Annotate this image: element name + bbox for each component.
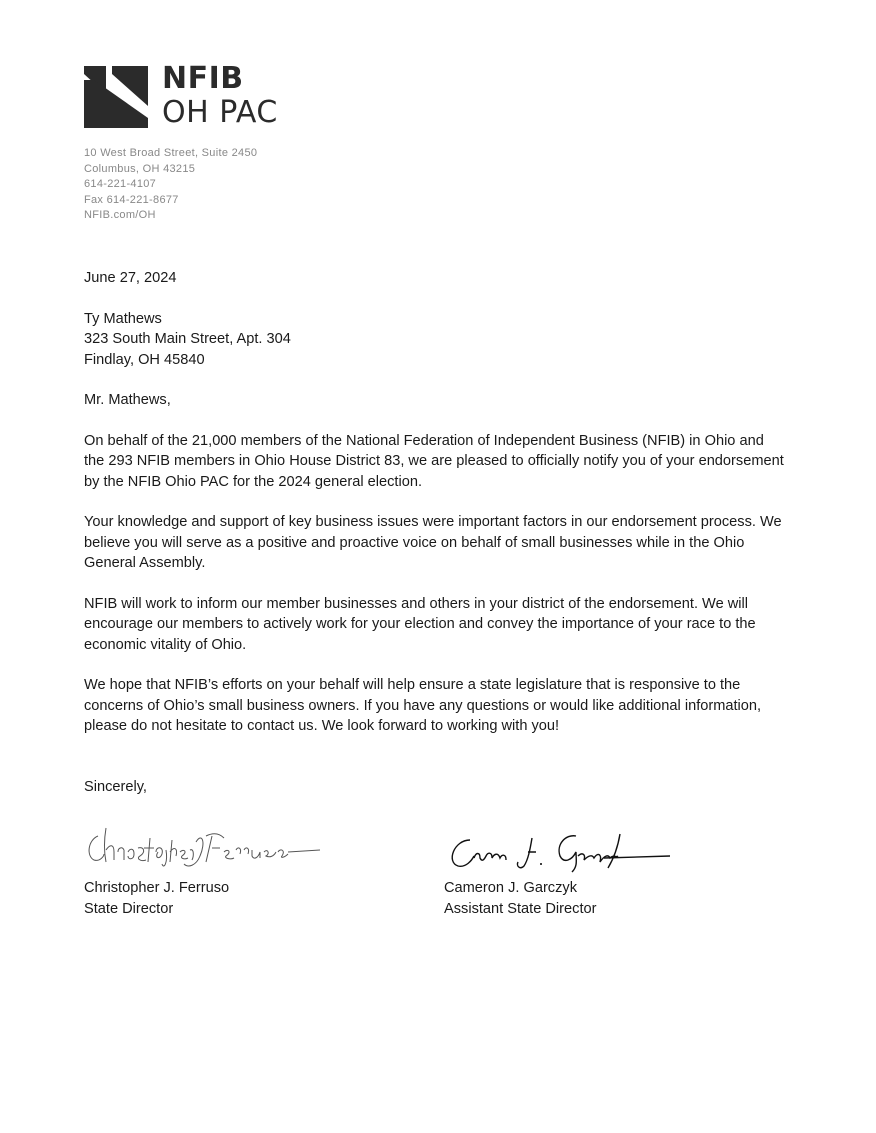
paragraph-member-outreach: NFIB will work to inform our member businesses and others in your district of the endorsement. We will encourage our members to actively work for your election and convey the importance of your race to the economic vitality of Ohio. xyxy=(84,595,756,653)
sender-city: Columbus, OH 43215 xyxy=(84,162,196,175)
sender-phone: 614-221-4107 xyxy=(84,178,157,190)
logo-line-1: NFIB xyxy=(162,61,244,96)
signatory-title: Assistant State Director xyxy=(444,901,597,917)
logo-line-2: OH PAC xyxy=(162,95,278,130)
salutation: Mr. Mathews, xyxy=(84,392,171,408)
signatory-state-director xyxy=(84,822,344,920)
recipient-name: Ty Mathews xyxy=(84,310,162,327)
sender-fax: Fax 614-221-8677 xyxy=(84,193,179,206)
paragraph-endorsement-notice: On behalf of the 21,000 members of the National Federation of Independent Business (NFIB) in Ohio and the 293 NFIB members in Ohio House District 83, we are pleased to officially notify you of your endorsement by the NFIB Ohio PAC for the 2024 general election. xyxy=(84,432,784,490)
signatory-name: Christopher J. Ferruso xyxy=(84,880,230,896)
signatory-name: Cameron J. Garczyk xyxy=(444,880,577,896)
nfib-ohio-pac-logo xyxy=(84,61,294,130)
sender-street: 10 West Broad Street, Suite 2450 xyxy=(84,147,258,159)
recipient-city: Findlay, OH 45840 xyxy=(84,351,205,368)
recipient-street: 323 South Main Street, Apt. 304 xyxy=(84,331,291,347)
sender-website: NFIB.com/OH xyxy=(84,209,156,221)
nfib-logo-mark-icon xyxy=(84,66,148,128)
handwritten-signature-garczyk xyxy=(444,822,684,878)
letter-body xyxy=(84,268,784,797)
paragraph-endorsement-reasons: Your knowledge and support of key business issues were important factors in our endorsement process. We believe you will serve as a positive and proactive voice on behalf of small businesses while in the Ohio General Assembly. xyxy=(84,514,782,571)
closing: Sincerely, xyxy=(84,778,147,795)
handwritten-signature-ferruso xyxy=(84,822,324,878)
letter-date: June 27, 2024 xyxy=(84,270,177,286)
signatory-assistant-state-director xyxy=(444,822,704,920)
recipient-address xyxy=(84,309,784,371)
signature-block xyxy=(84,822,784,932)
paragraph-closing-remarks: We hope that NFIB’s efforts on your behalf will help ensure a state legislature that is responsive to the concerns of Ohio’s small business owners. If you have any questions or would like additional information, please do not hesitate to contact us. We look forward to working with you! xyxy=(84,677,762,734)
sender-address xyxy=(84,146,257,224)
signatory-title: State Director xyxy=(84,901,174,917)
